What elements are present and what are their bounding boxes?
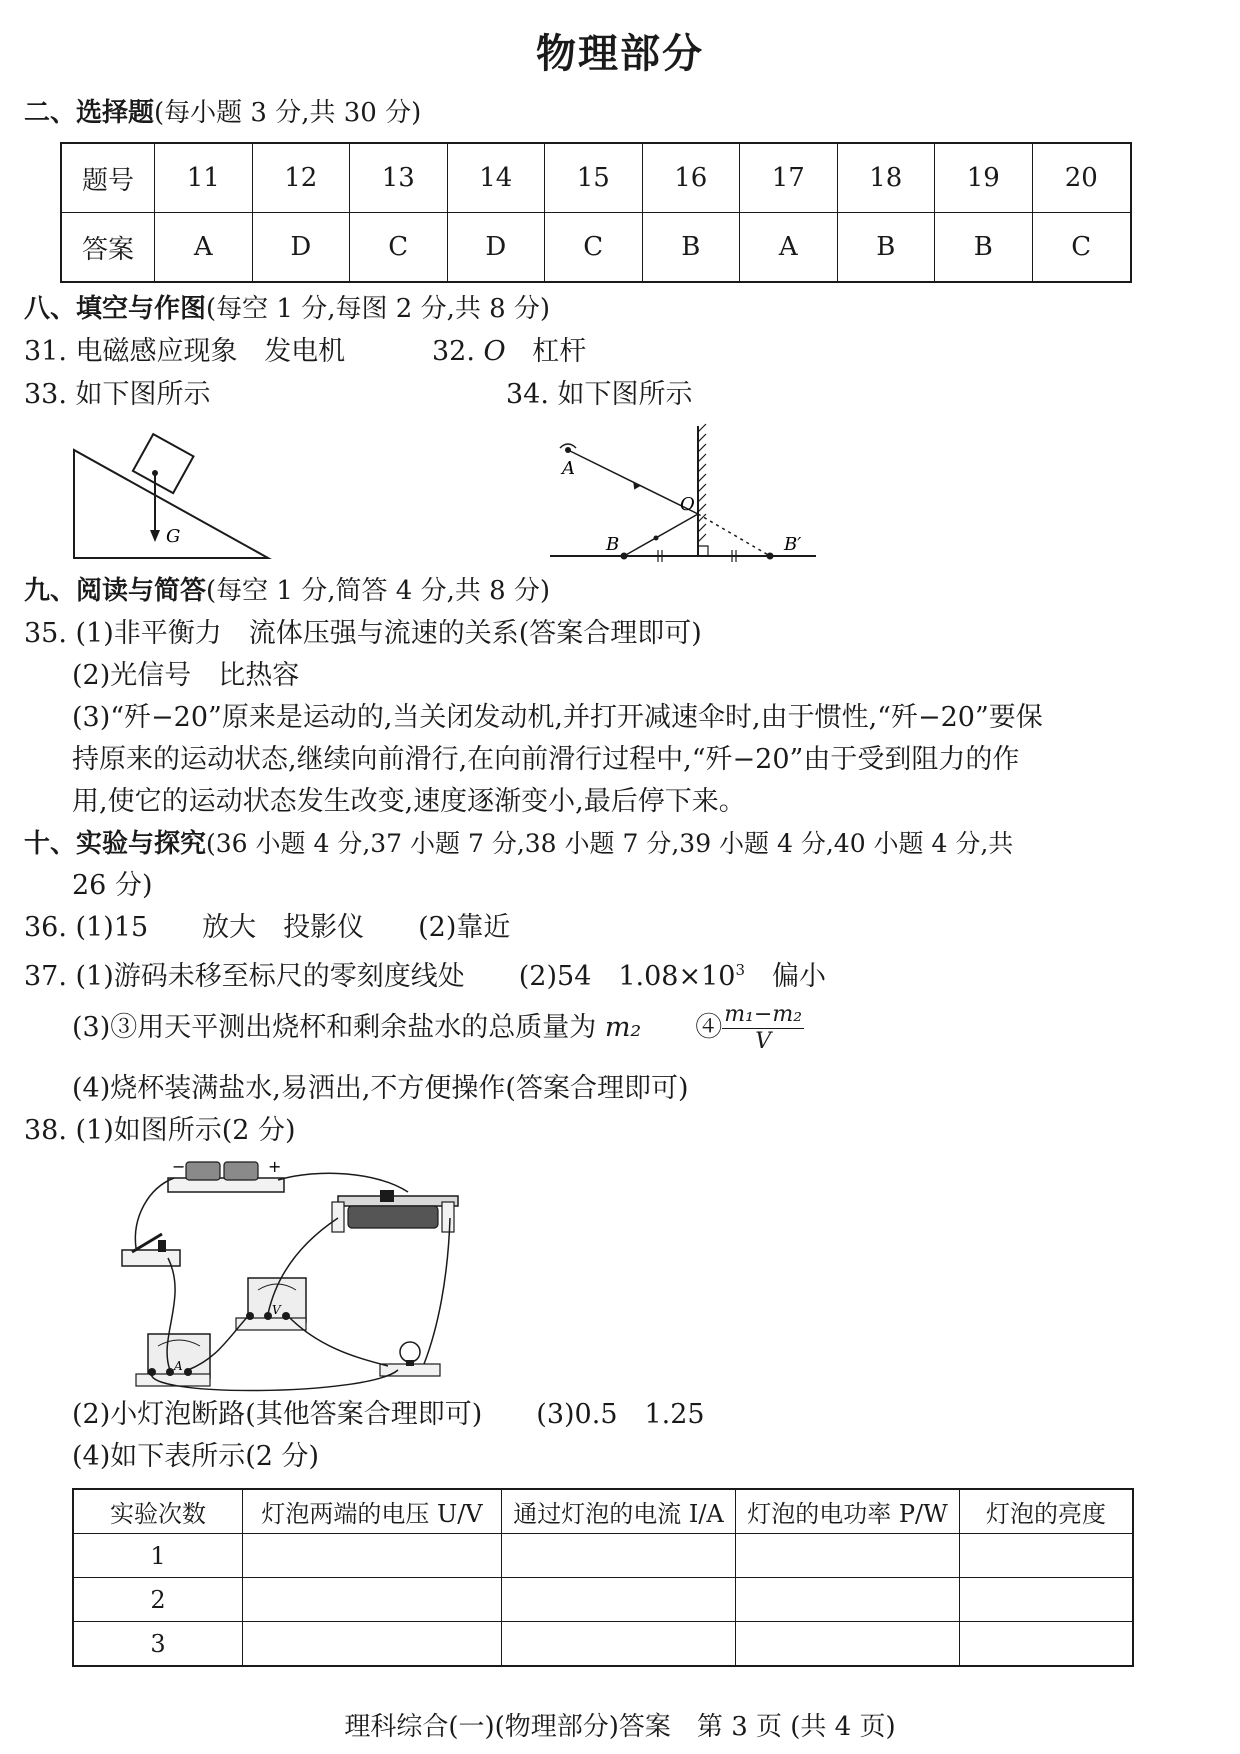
empty-cell bbox=[736, 1534, 960, 1578]
answer-cell: D bbox=[252, 213, 350, 283]
q38-line-3: (4)如下表所示(2 分) bbox=[72, 1441, 320, 1472]
section-10-note: (36 小题 4 分,37 小题 7 分,38 小题 7 分,39 小题 4 分,40 小题 4 分,共 bbox=[206, 829, 1014, 858]
q38-line-1: 38. (1)如图所示(2 分) bbox=[24, 1115, 296, 1146]
question-number-row bbox=[61, 143, 1131, 213]
q37-variable: m₂ bbox=[604, 1012, 642, 1043]
point-b bbox=[621, 553, 628, 560]
column-header: 灯泡的电功率 P/W bbox=[736, 1489, 960, 1534]
answer-cell: B bbox=[642, 213, 740, 283]
ammeter-label: A bbox=[174, 1359, 183, 1373]
bulb bbox=[380, 1342, 440, 1376]
section-8-line bbox=[24, 292, 550, 326]
fraction-denominator: V bbox=[755, 1029, 772, 1054]
section-10-line bbox=[24, 827, 1013, 861]
answer-cell: C bbox=[1032, 213, 1131, 283]
gravity-label: G bbox=[166, 526, 181, 547]
empty-cell bbox=[243, 1622, 502, 1667]
table-header-row bbox=[73, 1489, 1133, 1534]
q32-number: 32. bbox=[432, 336, 475, 367]
right-angle-mark bbox=[698, 546, 708, 556]
empty-cell bbox=[502, 1622, 736, 1667]
voltmeter-label: V bbox=[272, 1303, 281, 1317]
gravity-arrowhead bbox=[150, 530, 160, 542]
question-number: 16 bbox=[642, 143, 740, 213]
battery-minus-label: − bbox=[172, 1158, 186, 1176]
section-10-note-cont: 26 分) bbox=[72, 870, 153, 901]
answer-row bbox=[61, 213, 1131, 283]
question-number: 15 bbox=[545, 143, 643, 213]
point-b-label: B bbox=[606, 534, 620, 555]
trial-number: 1 bbox=[73, 1534, 243, 1578]
q35-line-4: 持原来的运动状态,继续向前滑行,在向前滑行过程中,“歼−20”由于受到阻力的作 bbox=[72, 744, 1020, 775]
empty-cell bbox=[502, 1534, 736, 1578]
empty-cell bbox=[243, 1534, 502, 1578]
density-fraction bbox=[722, 1002, 804, 1055]
q31-line bbox=[24, 335, 345, 369]
answer-cell: C bbox=[545, 213, 643, 283]
q33-incline-diagram bbox=[68, 432, 278, 562]
question-number: 18 bbox=[837, 143, 935, 213]
q37-exponent: 3 bbox=[735, 961, 746, 979]
row-label: 题号 bbox=[61, 143, 155, 213]
multiple-choice-answer-table bbox=[60, 142, 1132, 283]
q37-line-1-tail: 偏小 bbox=[745, 961, 827, 992]
section-2-heading: 二、选择题 bbox=[24, 98, 155, 128]
q33-text: 33. 如下图所示 bbox=[24, 379, 211, 410]
table-row bbox=[73, 1578, 1133, 1622]
column-header: 灯泡两端的电压 U/V bbox=[243, 1489, 502, 1534]
page-title: 物理部分 bbox=[536, 31, 704, 77]
section-8-note: (每空 1 分,每图 2 分,共 8 分) bbox=[206, 294, 551, 324]
ammeter bbox=[136, 1334, 210, 1386]
answer-cell: B bbox=[837, 213, 935, 283]
section-2-line bbox=[24, 96, 421, 130]
section-9-heading: 九、阅读与简答 bbox=[24, 576, 207, 606]
trial-number: 2 bbox=[73, 1578, 243, 1622]
answer-cell: C bbox=[350, 213, 448, 283]
q32-line bbox=[432, 335, 586, 369]
section-8-heading: 八、填空与作图 bbox=[24, 294, 207, 324]
question-number: 20 bbox=[1032, 143, 1131, 213]
answer-cell: D bbox=[447, 213, 545, 283]
section-9-line bbox=[24, 574, 550, 608]
q34-mirror-diagram bbox=[548, 422, 818, 562]
empty-cell bbox=[736, 1578, 960, 1622]
table-row bbox=[73, 1534, 1133, 1578]
point-b-image bbox=[767, 553, 774, 560]
q37-line-1-text: 37. (1)游码未移至标尺的零刻度线处 (2)54 1.08×10 bbox=[24, 961, 736, 992]
q37-line-2-tail: ④ bbox=[641, 1012, 723, 1043]
q37-line-2 bbox=[72, 1002, 804, 1055]
q37-line-2-text: (3)③用天平测出烧杯和剩余盐水的总质量为 bbox=[72, 1012, 605, 1043]
q34-text: 34. 如下图所示 bbox=[506, 379, 693, 410]
incident-ray-arrow bbox=[654, 536, 659, 541]
q36-line: 36. (1)15 放大 投影仪 (2)靠近 bbox=[24, 912, 511, 943]
q35-line-2: (2)光信号 比热容 bbox=[72, 660, 300, 691]
q37-line-3: (4)烧杯装满盐水,易洒出,不方便操作(答案合理即可) bbox=[72, 1073, 689, 1104]
point-o-label: O bbox=[680, 494, 695, 515]
q31-answer-2: 发电机 bbox=[264, 336, 346, 367]
trial-number: 3 bbox=[73, 1622, 243, 1667]
question-number: 14 bbox=[447, 143, 545, 213]
experiment-record-table bbox=[72, 1488, 1134, 1667]
section-9-note: (每空 1 分,简答 4 分,共 8 分) bbox=[206, 576, 551, 606]
switch bbox=[122, 1234, 180, 1266]
answer-cell: A bbox=[740, 213, 838, 283]
question-number: 17 bbox=[740, 143, 838, 213]
q37-line-1 bbox=[24, 953, 826, 994]
q32-answer-1: O bbox=[483, 336, 506, 367]
empty-cell bbox=[960, 1622, 1134, 1667]
question-number: 11 bbox=[155, 143, 253, 213]
q32-answer-2: 杠杆 bbox=[532, 336, 587, 367]
page-footer: 理科综合(一)(物理部分)答案 第 3 页 (共 4 页) bbox=[344, 1712, 896, 1742]
table-row bbox=[73, 1622, 1133, 1667]
point-b-image-label: B′ bbox=[784, 534, 802, 555]
empty-cell bbox=[960, 1578, 1134, 1622]
q35-line-1: 35. (1)非平衡力 流体压强与流速的关系(答案合理即可) bbox=[24, 618, 702, 649]
row-label: 答案 bbox=[61, 213, 155, 283]
column-header: 通过灯泡的电流 I/A bbox=[502, 1489, 736, 1534]
empty-cell bbox=[736, 1622, 960, 1667]
reflected-ray bbox=[568, 450, 698, 514]
reflected-ray-arrow bbox=[631, 482, 641, 491]
block bbox=[133, 434, 194, 493]
q31-answer-1: 电磁感应现象 bbox=[75, 336, 238, 367]
question-number: 19 bbox=[935, 143, 1033, 213]
mirror-hatching bbox=[698, 424, 706, 542]
question-number: 12 bbox=[252, 143, 350, 213]
battery-holder bbox=[168, 1158, 284, 1192]
empty-cell bbox=[960, 1534, 1134, 1578]
virtual-ray bbox=[698, 514, 770, 556]
question-number: 13 bbox=[350, 143, 448, 213]
empty-cell bbox=[502, 1578, 736, 1622]
q35-line-3: (3)“歼−20”原来是运动的,当关闭发动机,并打开减速伞时,由于惯性,“歼−20”要保 bbox=[72, 702, 1043, 733]
section-2-note: (每小题 3 分,共 30 分) bbox=[154, 98, 422, 128]
fraction-numerator: m₁−m₂ bbox=[724, 1002, 803, 1027]
incident-ray bbox=[624, 514, 698, 556]
empty-cell bbox=[243, 1578, 502, 1622]
column-header: 实验次数 bbox=[73, 1489, 243, 1534]
circuit-diagram bbox=[118, 1158, 498, 1392]
rheostat bbox=[332, 1190, 458, 1232]
column-header: 灯泡的亮度 bbox=[960, 1489, 1134, 1534]
answer-cell: B bbox=[935, 213, 1033, 283]
point-a-label: A bbox=[562, 458, 575, 479]
answer-cell: A bbox=[155, 213, 253, 283]
battery-plus-label: + bbox=[268, 1158, 282, 1176]
section-10-heading: 十、实验与探究 bbox=[24, 829, 207, 859]
q35-line-5: 用,使它的运动状态发生改变,速度逐渐变小,最后停下来。 bbox=[72, 786, 746, 817]
q38-line-2: (2)小灯泡断路(其他答案合理即可) (3)0.5 1.25 bbox=[72, 1399, 705, 1430]
q31-number: 31. bbox=[24, 336, 67, 367]
